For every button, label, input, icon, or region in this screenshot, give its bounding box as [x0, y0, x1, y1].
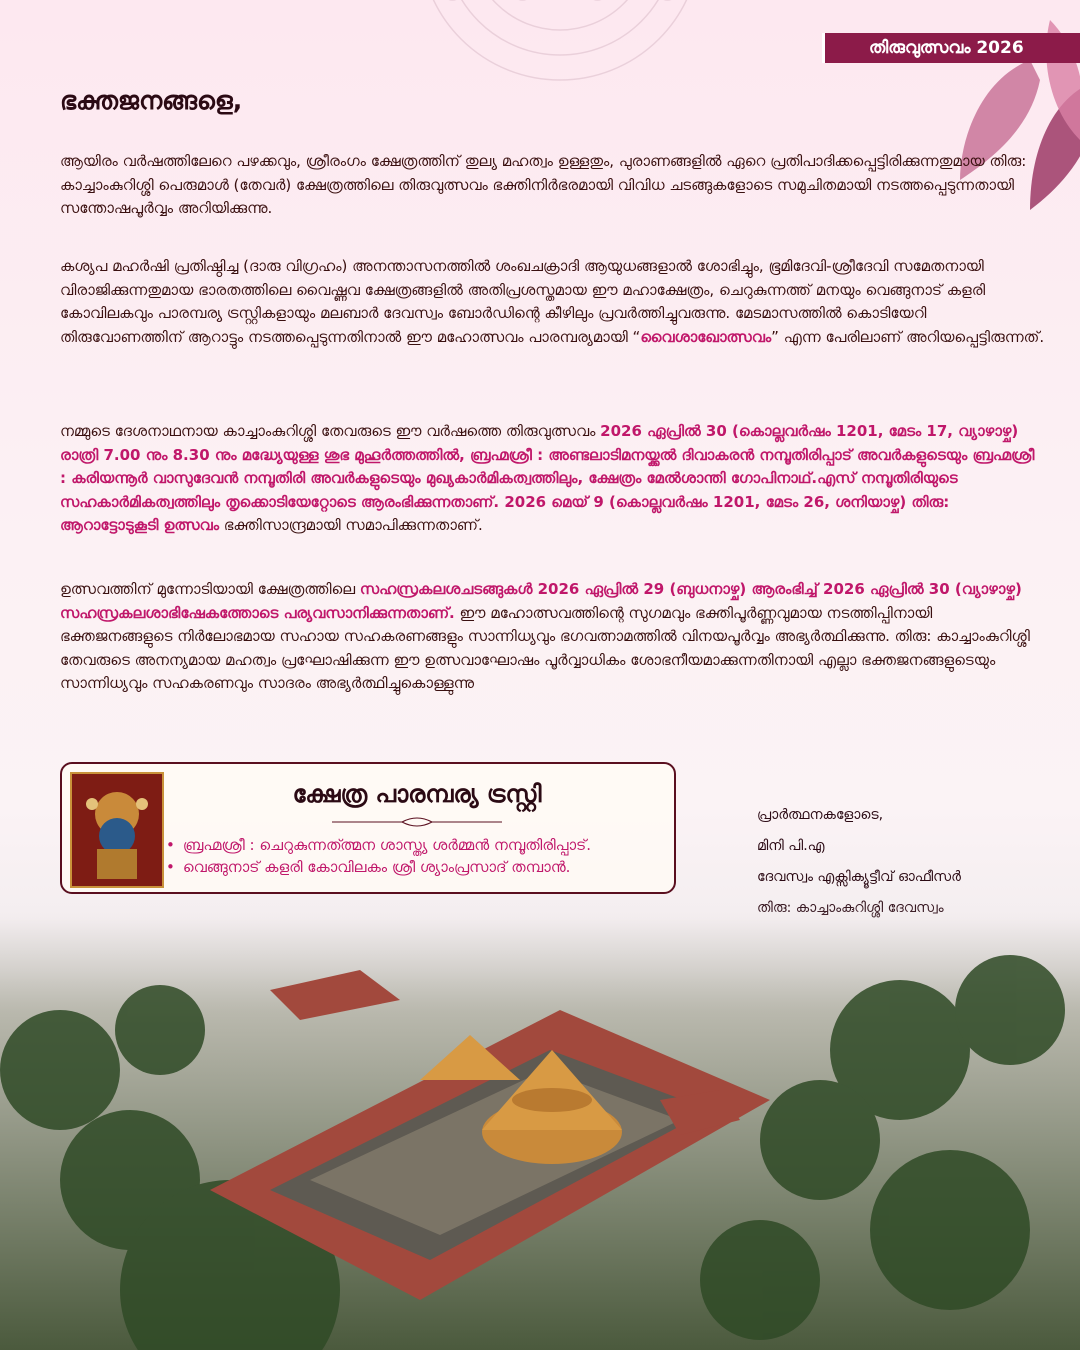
mandala-decoration: [340, 0, 780, 90]
vaishakha-highlight: വൈശാഖോത്സവം: [640, 327, 772, 346]
paragraph-festival-dates: [60, 420, 1045, 538]
paragraph-sahasrakalasham: [60, 578, 1045, 696]
trustee-name: വെങ്ങുനാട് കളരി കോവിലകം ശ്രീ ശ്യാംപ്രസാദ് തമ്പാൻ.: [182, 858, 571, 876]
deity-illustration: [72, 774, 162, 886]
paragraph-sahasra-text-a: ഉത്സവത്തിന് മുന്നോടിയായി ക്ഷേത്രത്തിലെ: [60, 580, 360, 598]
deity-image: [70, 772, 164, 888]
paragraph-history: [60, 255, 1045, 349]
temple-aerial-photo: [0, 900, 1080, 1350]
signature-closing: പ്രാർത്ഥനകളോടെ,: [757, 807, 884, 823]
festival-tag: തിരുവുത്സവം 2026: [822, 33, 1080, 63]
trustee-title: ക്ഷേത്ര പാരമ്പര്യ ട്രസ്റ്റി: [292, 780, 542, 808]
trustee-list: [166, 834, 591, 878]
sahasrakalasham-highlight: സഹസ്രകലശചടങ്ങുകൾ 2026 ഏപ്രിൽ 29 (ബുധനാഴ്ച) ആരംഭിച്ച് 2026 ഏപ്രിൽ 30 (വ്യാഴാഴ്ച) സഹസ്രകലശാഭിഷേകത്തോടെ പര്യവസാനിക്കുന്നതാണ്.: [60, 580, 1022, 622]
trustee-box: [60, 762, 676, 894]
paragraph-festival-text-b: ഭക്തിസാന്ദ്രമായി സമാപിക്കുന്നതാണ്.: [219, 516, 483, 534]
paragraph-history-text-a: കശ്യപ മഹർഷി പ്രതിഷ്ഠിച്ച (ദാരു വിഗ്രഹം) അനന്താസനത്തിൽ ശംഖചക്രാദി ആയുധങ്ങളാൽ ശോഭിച്ചും, ഭൂമിദേവി-ശ്രീദേവി സമേതനായി വിരാജിക്കുന്നതുമായ ഭാരതത്തിലെ വൈഷ്ണവ ക്ഷേത്രങ്ങളിൽ അതിപ്രശസ്തമായ ഈ മഹാക്ഷേത്രം, ചെറുകുന്നത്ത് മനയും വെങ്ങുനാട് കളരി കോവിലകവും പാരമ്പര്യ ട്രസ്റ്റികളായും മലബാർ ദേവസ്വം ബോർഡിന്റെ കീഴിലും പ്രവർത്തിച്ചുവരുന്നു. മേടമാസത്തിൽ കൊടിയേറി തിരുവോണത്തിന് ആറാട്ടും നടത്തപ്പെടുന്നതിനാൽ ഈ മഹോത്സവം പാരമ്പര്യമായി “: [60, 257, 986, 346]
paragraph-festival-text-a: നമ്മുടെ ദേശനാഥനായ കാച്ചാംകുറിശ്ശി തേവരുടെ ഈ വർഷത്തെ തിരുവുത്സവം: [60, 422, 601, 440]
paragraph-intro: ആയിരം വർഷത്തിലേറെ പഴക്കവും, ശ്രീരംഗം ക്ഷേത്രത്തിന് തുല്യ മഹത്വം ഉള്ളതും, പുരാണങ്ങളിൽ ഏറെ പ്രതിപാദിക്കപ്പെട്ടിരിക്കുന്നതുമായ തിരു: കാച്ചാംകുറിശ്ശി പെരുമാൾ (തേവർ) ക്ഷേത്രത്തിലെ തിരുവുത്സവം ഭക്തിനിർഭരമായി വിവിധ ചടങ്ങുകളോടെ സമുചിതമായി നടത്തപ്പെടുന്നതായി സന്തോഷപൂർവ്വം അറിയിക്കുന്നു.: [60, 152, 1027, 217]
signature-name: മിനി പി.എ: [757, 838, 825, 854]
trustee-item: • വെങ്ങുനാട് കളരി കോവിലകം ശ്രീ ശ്യാംപ്രസാദ് തമ്പാൻ.: [166, 858, 571, 876]
ornamental-divider: [332, 816, 502, 828]
paragraph-history-text-b: ” എന്ന പേരിലാണ് അറിയപ്പെട്ടിരുന്നത്.: [771, 327, 1045, 346]
paragraph-sahasra-text-b: ഈ മഹോത്സവത്തിന്റെ സുഗമവും ഭക്തിപൂർണ്ണവുമായ നടത്തിപ്പിനായി ഭക്തജനങ്ങളുടെ നിർലോഭമായ സഹായ സഹകരണങ്ങളും സാന്നിധ്യവും ഭഗവത്നാമത്തിൽ വിനയപൂർവ്വം അഭ്യർത്ഥിക്കുന്നു. തിരു: കാച്ചാംകുറിശ്ശി തേവരുടെ അനന്യമായ മഹത്വം പ്രഘോഷിക്കുന്ന ഈ ഉത്സവാഘോഷം പൂർവ്വാധികം ശോഭനീയമാക്കുന്നതിനായി എല്ലാ ഭക്തജനങ്ങളുടെയും സാന്നിധ്യവും സഹകരണവും സാദരം അഭ്യർത്ഥിച്ചുകൊള്ളുന്നു: [60, 603, 1030, 692]
festival-dates-highlight: 2026 ഏപ്രിൽ 30 (കൊല്ലവർഷം 1201, മേടം 17, വ്യാഴാഴ്ച) രാത്രി 7.00 നും 8.30 നും മദ്ധ്യേയുള്ള ശുഭ മുഹൂർത്തത്തിൽ, ബ്രഹ്മശ്രീ : അണ്ടലാടിമനയ്ക്കൽ ദിവാകരൻ നമ്പൂതിരിപ്പാട് അവർകളുടെയും ബ്രഹ്മശ്രീ : കരിയന്നൂർ വാസുദേവൻ നമ്പൂതിരി അവർകളുടെയും മുഖ്യകാർമികത്വത്തിലും, ക്ഷേത്രം മേൽശാന്തി ഗോപിനാഥ്.എസ് നമ്പൂതിരിയുടെ സഹകാർമികത്വത്തിലും തൃക്കൊടിയേറ്റോടെ ആരംഭിക്കുന്നതാണ്. 2026 മെയ് 9 (കൊല്ലവർഷം 1201, മേടം 26, ശനിയാഴ്ച) തിരു: ആറാട്ടോടുകൂടി ഉത്സവം: [60, 422, 1035, 534]
trustee-item: • ബ്രഹ്മശ്രീ : ചെറുകുന്നത്ത്മന ശാസ്ത്യ ശർമ്മൻ നമ്പൂതിരിപ്പാട്.: [166, 836, 592, 854]
salutation: ഭക്തജനങ്ങളെ,: [60, 86, 243, 115]
trustee-name: ബ്രഹ്മശ്രീ : ചെറുകുന്നത്ത്മന ശാസ്ത്യ ശർമ്മൻ നമ്പൂതിരിപ്പാട്.: [182, 836, 592, 854]
signature-designation: ദേവസ്വം എക്സിക്യൂട്ടീവ് ഓഫീസർ: [757, 869, 961, 885]
